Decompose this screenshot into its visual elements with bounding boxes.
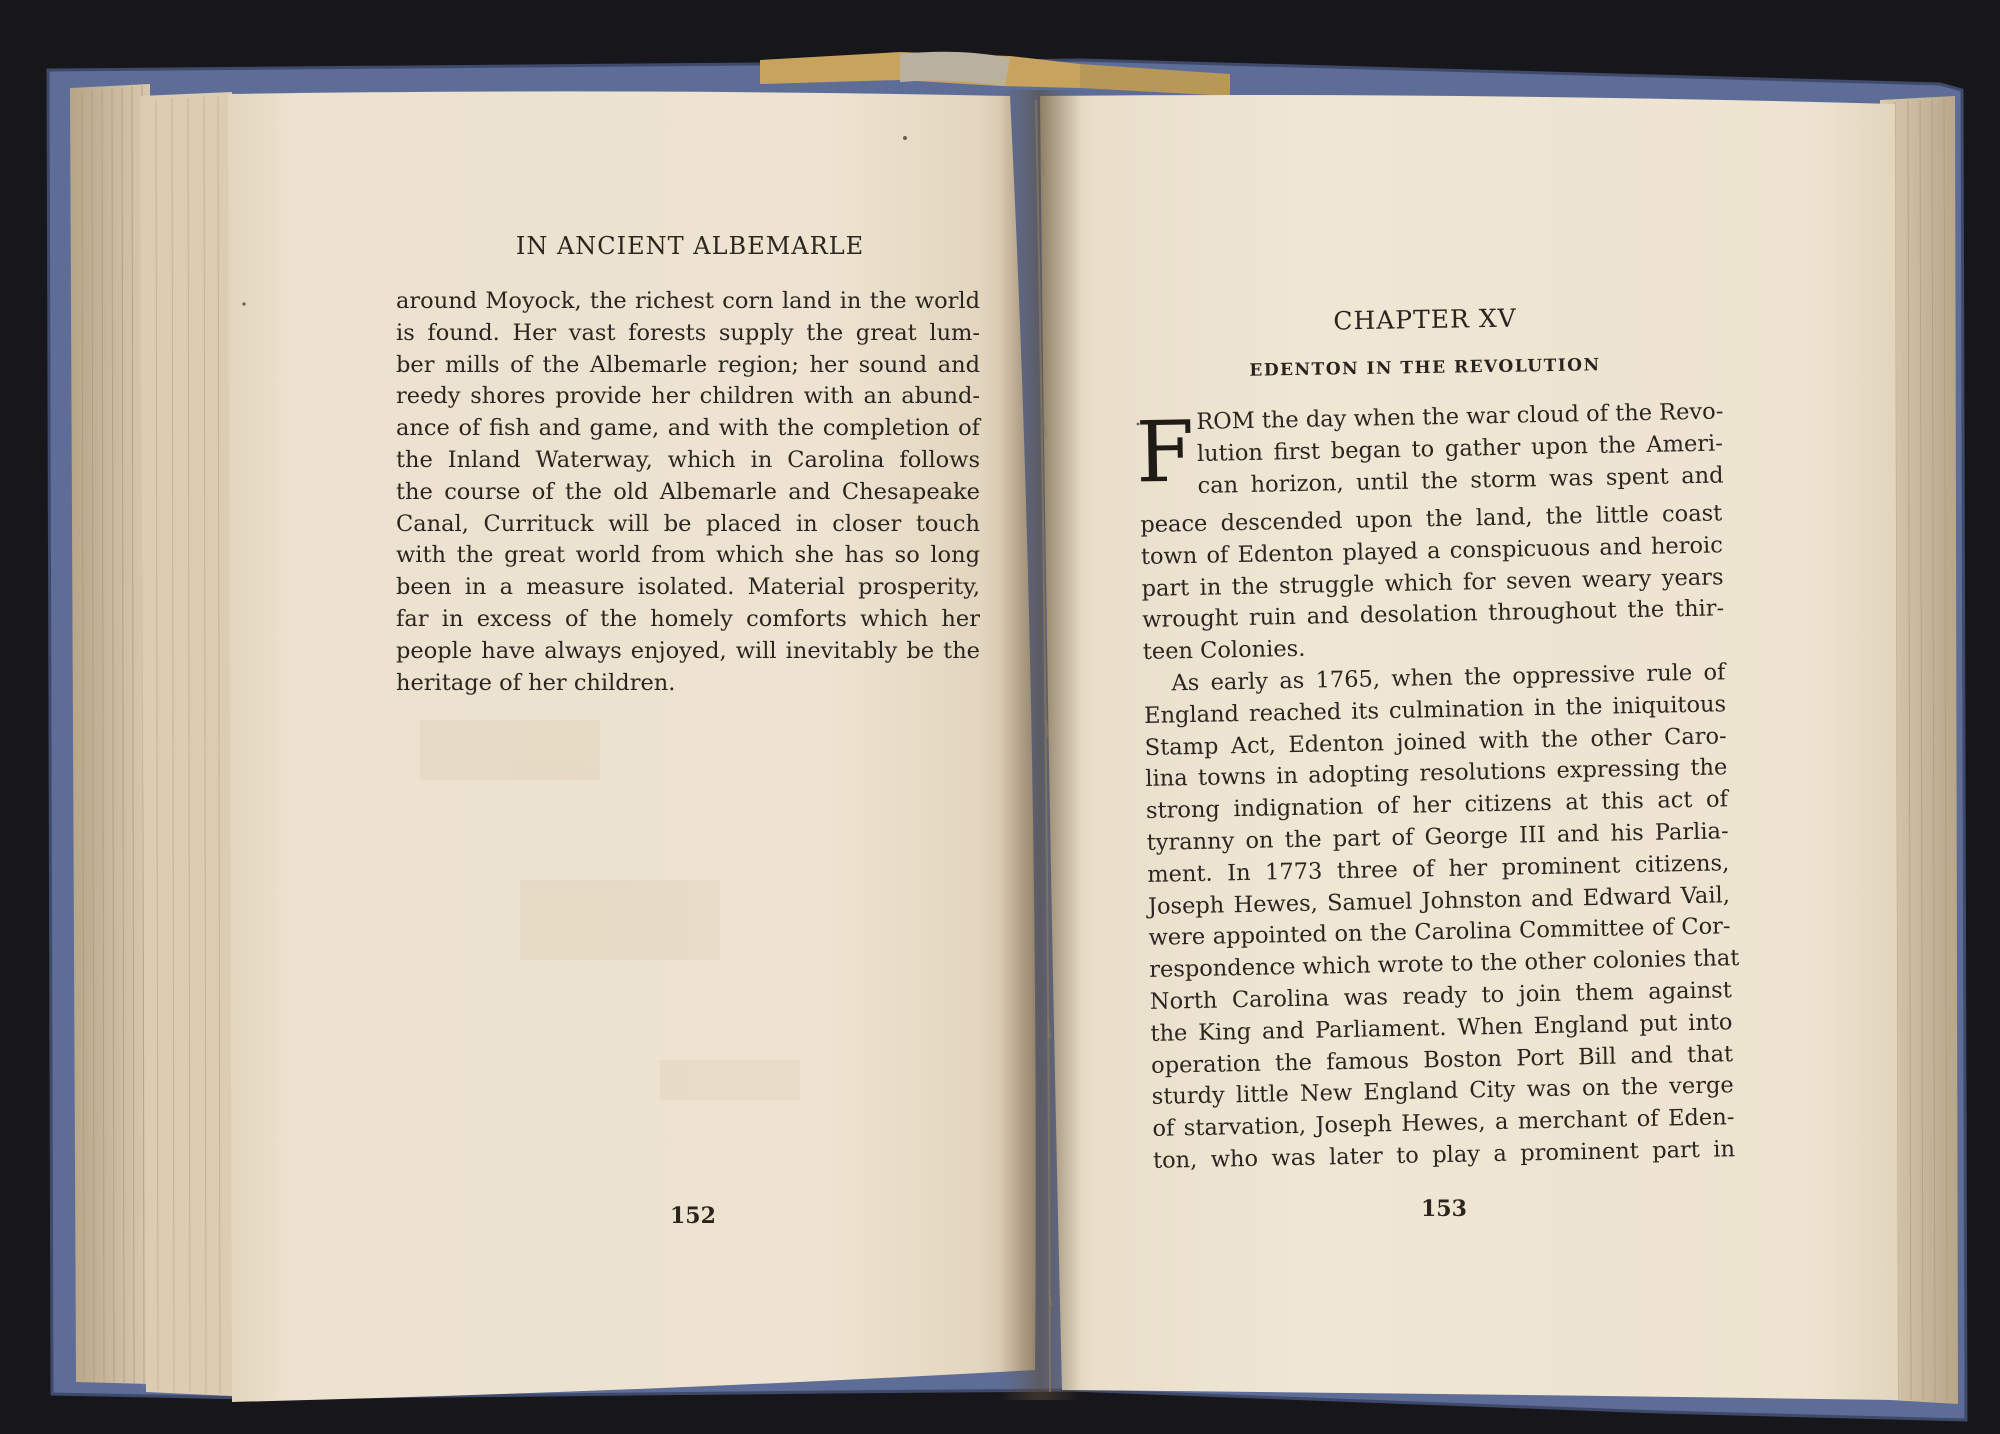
text-line: lution first began to gather upon the Ameri- <box>1196 430 1724 467</box>
text-line: town of Edenton played a conspicuous and heroic <box>1140 532 1724 570</box>
page-number-left: 152 <box>670 1203 716 1229</box>
text-line: Joseph Hewes, Samuel Johnston and Edward Vail, <box>1147 881 1731 920</box>
text-line: Canal, Currituck will be placed in closer touch <box>396 510 980 537</box>
text-line: ance of fish and game, and with the completion of <box>396 415 980 442</box>
text-line: strong indignation of her citizens at this act of <box>1145 786 1729 825</box>
chapter-subtitle: EDENTON IN THE REVOLUTION <box>1249 355 1601 381</box>
text-line: England reached its culmination in the iniquitous <box>1143 691 1727 729</box>
text-line: the course of the old Albemarle and Chesapeake <box>396 478 980 505</box>
text-line: ber mills of the Albemarle region; her sound and <box>396 351 980 378</box>
text-line: far in excess of the homely comforts which her <box>396 605 980 632</box>
text-line: Stamp Act, Edenton joined with the other Caro- <box>1144 722 1727 761</box>
text-line: ment. In 1773 three of her prominent citizens, <box>1147 850 1730 888</box>
text-line: lina towns in adopting resolutions expressing the <box>1145 754 1728 793</box>
text-line: respondence which wrote to the other colonies that <box>1148 945 1740 984</box>
text-line: with the great world from which she has so long <box>396 542 980 569</box>
right-page-lead <box>1196 396 1724 502</box>
text-line: is found. Her vast forests supply the great lum- <box>396 319 980 346</box>
text-line: ton, who was later to play a prominent part in <box>1152 1136 1736 1174</box>
text-line: ROM the day when the war cloud of the Revo- <box>1196 398 1724 435</box>
text-line: operation the famous Boston Port Bill and that <box>1150 1040 1734 1079</box>
left-page-edges <box>70 84 232 1396</box>
text-line: North Carolina was ready to join them against <box>1149 977 1733 1015</box>
text-line: tyranny on the part of George III and his Parlia- <box>1146 818 1729 856</box>
text-line: can horizon, until the storm was spent and <box>1197 462 1724 499</box>
right-page-body <box>1140 498 1740 1177</box>
text-line: peace descended upon the land, the little coast <box>1140 500 1723 538</box>
text-line: reedy shores provide her children with an abund- <box>396 383 980 410</box>
text-line: people have always enjoyed, will inevitably be the <box>396 637 980 664</box>
text-line: wrought ruin and desolation throughout the thir- <box>1141 595 1725 634</box>
text-line: of starvation, Joseph Hewes, a merchant of Eden- <box>1152 1104 1735 1143</box>
text-line: teen Colonies. <box>1142 635 1306 666</box>
text-line: were appointed on the Carolina Committee of Cor- <box>1148 913 1731 952</box>
text-line: the King and Parliament. When England put into <box>1150 1008 1733 1047</box>
text-line: sturdy little New England City was on the verge <box>1151 1072 1734 1111</box>
text-line: part in the struggle which for seven weary years <box>1141 563 1724 602</box>
left-page-body <box>396 286 980 699</box>
chapter-title: CHAPTER XV <box>1333 303 1517 336</box>
text-line: around Moyock, the richest corn land in the world <box>396 288 980 314</box>
page-number-right: 153 <box>1421 1196 1467 1222</box>
running-head: IN ANCIENT ALBEMARLE <box>515 232 865 260</box>
drop-cap: F <box>1135 402 1196 502</box>
text-line: the Inland Waterway, which in Carolina follows <box>396 446 980 473</box>
text-line: As early as 1765, when the oppressive rule of <box>1171 659 1726 697</box>
text-line: heritage of her children. <box>396 669 676 696</box>
text-line: been in a measure isolated. Material prosperity, <box>396 574 980 601</box>
